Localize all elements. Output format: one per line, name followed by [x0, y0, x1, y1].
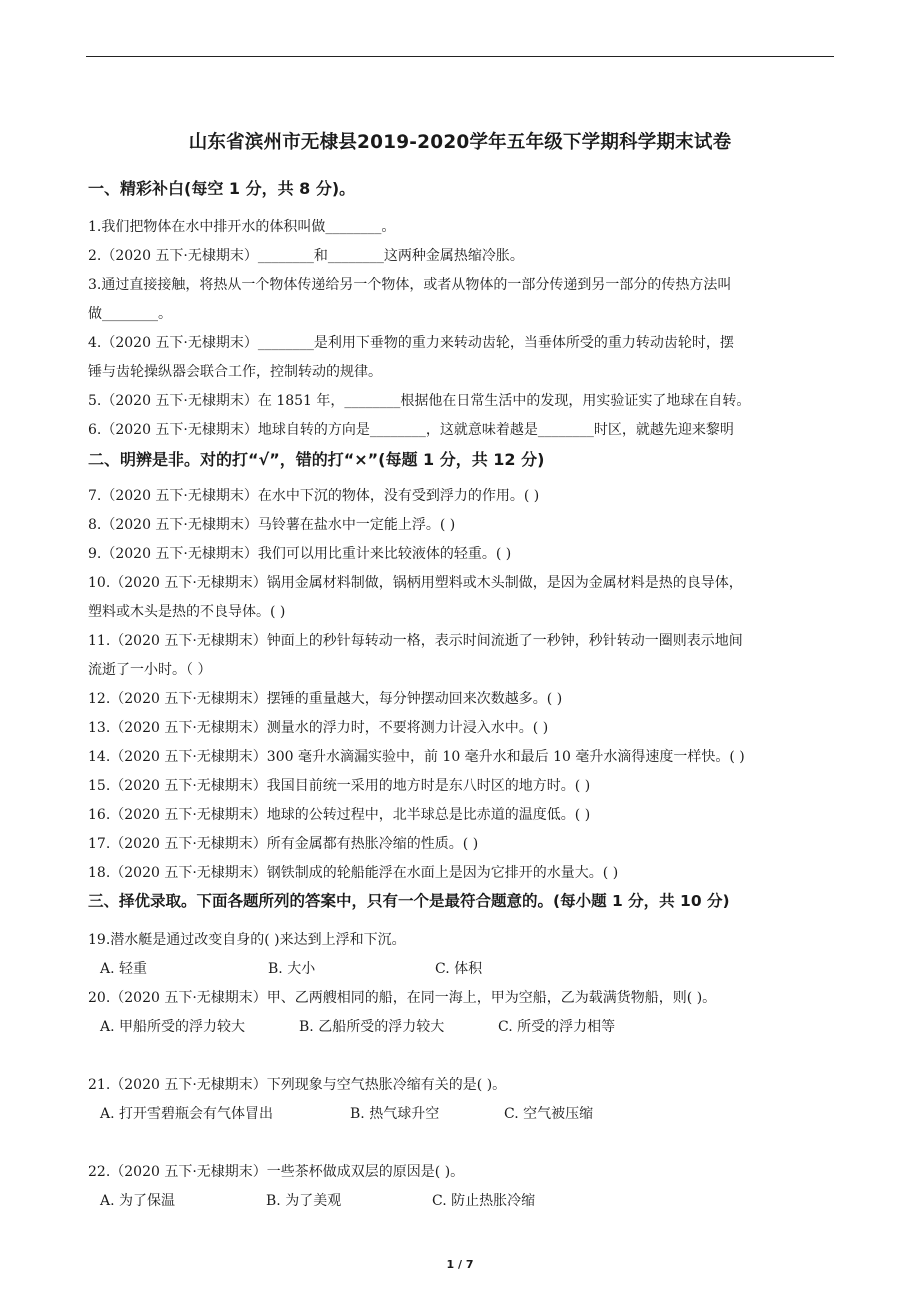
question-14: 14.（2020 五下·无棣期末）300 毫升水滴漏实验中，前 10 毫升水和最后 10 毫升水滴得速度一样快。( ) — [88, 749, 745, 765]
section-heading-2: 二、明辨是非。对的打“√”，错的打“×”(每题 1 分，共 12 分) — [88, 450, 545, 469]
question-8: 8.（2020 五下·无棣期末）马铃薯在盐水中一定能上浮。( ) — [88, 517, 456, 533]
question-22: 22.（2020 五下·无棣期末）一些茶杯做成双层的原因是( )。 — [88, 1164, 465, 1180]
question-21: 21.（2020 五下·无棣期末）下列现象与空气热胀冷缩有关的是( )。 — [88, 1077, 507, 1093]
question-18: 18.（2020 五下·无棣期末）钢铁制成的轮船能浮在水面上是因为它排开的水量大。( ) — [88, 865, 619, 881]
question-12: 12.（2020 五下·无棣期末）摆锤的重量越大，每分钟摆动回来次数越多。( ) — [88, 691, 563, 707]
q21-option-a: A. 打开雪碧瓶会有气体冒出 — [100, 1106, 274, 1122]
question-4-line-1: 4.（2020 五下·无棣期末）________是利用下垂物的重力来转动齿轮，当垂体所受的重力转动齿轮时，摆 — [88, 335, 734, 351]
question-16: 16.（2020 五下·无棣期末）地球的公转过程中，北半球总是比赤道的温度低。( ) — [88, 807, 591, 823]
section-heading-1: 一、精彩补白(每空 1 分，共 8 分)。 — [88, 179, 356, 198]
section-heading-3: 三、择优录取。下面各题所列的答案中，只有一个是最符合题意的。(每小题 1 分，共 10 分) — [88, 892, 730, 910]
q19-option-b: B. 大小 — [268, 961, 316, 977]
q19-option-a: A. 轻重 — [100, 961, 148, 977]
q19-option-c: C. 体积 — [435, 961, 483, 977]
q21-option-b: B. 热气球升空 — [350, 1106, 440, 1122]
question-5: 5.（2020 五下·无棣期末）在 1851 年，________根据他在日常生活中的发现，用实验证实了地球在自转。 — [88, 393, 751, 409]
question-1: 1.我们把物体在水中排开水的体积叫做________。 — [88, 219, 396, 235]
question-20: 20.（2020 五下·无棣期末）甲、乙两艘相同的船，在同一海上，甲为空船，乙为载满货物船，则( )。 — [88, 990, 717, 1006]
q20-option-c: C. 所受的浮力相等 — [498, 1019, 616, 1035]
question-19: 19.潜水艇是通过改变自身的( )来达到上浮和下沉。 — [88, 932, 406, 948]
question-2: 2.（2020 五下·无棣期末）________和________这两种金属热缩冷胀。 — [88, 248, 524, 264]
question-3-line-2: 做________。 — [88, 306, 172, 322]
question-15: 15.（2020 五下·无棣期末）我国目前统一采用的地方时是东八时区的地方时。( ) — [88, 778, 591, 794]
q22-option-b: B. 为了美观 — [266, 1193, 342, 1209]
document-title: 山东省滨州市无棣县2019-2020学年五年级下学期科学期末试卷 — [188, 132, 732, 153]
question-3-line-1: 3.通过直接接触，将热从一个物体传递给另一个物体，或者从物体的一部分传递到另一部分的传热方法叫 — [88, 277, 732, 293]
page-number: 1 / 7 — [446, 1258, 474, 1271]
question-9: 9.（2020 五下·无棣期末）我们可以用比重计来比较液体的轻重。( ) — [88, 546, 512, 562]
q22-option-c: C. 防止热胀冷缩 — [432, 1193, 536, 1209]
question-17: 17.（2020 五下·无棣期末）所有金属都有热胀冷缩的性质。( ) — [88, 836, 479, 852]
q20-option-b: B. 乙船所受的浮力较大 — [299, 1019, 445, 1035]
question-13: 13.（2020 五下·无棣期末）测量水的浮力时，不要将测力计浸入水中。( ) — [88, 720, 549, 736]
header-rule — [86, 56, 834, 57]
question-10-line-1: 10.（2020 五下·无棣期末）锅用金属材料制做，锅柄用塑料或木头制做，是因为金属材料是热的良导体， — [88, 575, 743, 591]
question-11-line-1: 11.（2020 五下·无棣期末）钟面上的秒针每转动一格，表示时间流逝了一秒钟，秒针转动一圈则表示地间 — [88, 633, 743, 649]
question-4-line-2: 锤与齿轮操纵器会联合工作，控制转动的规律。 — [88, 364, 382, 380]
q20-option-a: A. 甲船所受的浮力较大 — [100, 1019, 246, 1035]
question-7: 7.（2020 五下·无棣期末）在水中下沉的物体，没有受到浮力的作用。( ) — [88, 488, 540, 504]
question-6: 6.（2020 五下·无棣期末）地球自转的方向是________，这就意味着越是________时区，就越先迎来黎明 — [88, 422, 734, 438]
q22-option-a: A. 为了保温 — [100, 1193, 176, 1209]
q21-option-c: C. 空气被压缩 — [504, 1106, 594, 1122]
question-10-line-2: 塑料或木头是热的不良导体。( ) — [88, 604, 286, 620]
question-11-line-2: 流逝了一小时。（ ） — [88, 662, 212, 678]
